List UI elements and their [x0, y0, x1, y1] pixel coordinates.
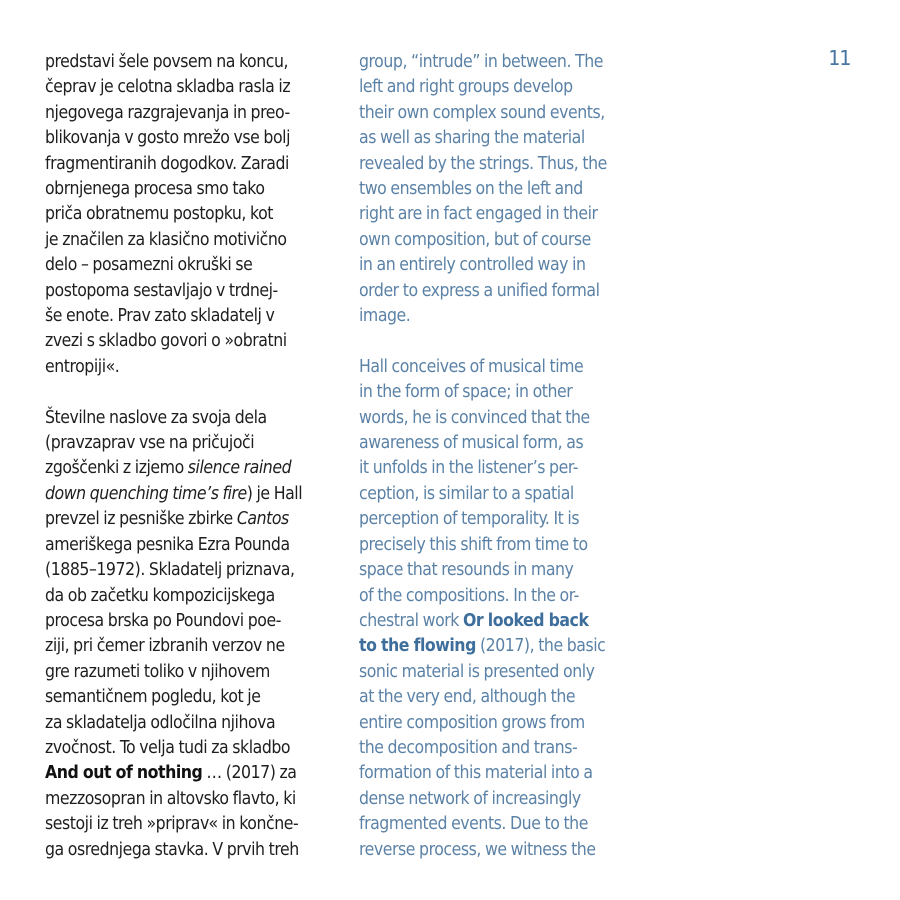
text-line: right are in fact engaged in their [359, 204, 598, 225]
text-line: in the form of space; in other [359, 382, 573, 403]
text-line: zvočnost. To velja tudi za skladbo [45, 737, 291, 758]
text-line: ga osrednjega stavka. V prvih treh [45, 839, 299, 860]
text-line: (pravzaprav vse na pričujoči [45, 433, 255, 454]
text-line: formation of this material into a [359, 763, 593, 784]
text-run: … (2017) za [202, 763, 297, 784]
text-line: as well as sharing the material [359, 128, 585, 149]
text-run: (2017), the basic [475, 636, 606, 657]
text-run: zgoščenki z izjemo [45, 458, 188, 479]
page-number: 11 [828, 46, 851, 70]
text-line: reverse process, we witness the [359, 839, 596, 860]
text-line [45, 507, 340, 532]
text-line: in an entirely controlled way in [359, 255, 586, 276]
text-line: at the very end, although the [359, 687, 576, 708]
italic-title: down quenching time’s fire [45, 483, 247, 504]
text-line: fragmented events. Due to the [359, 814, 588, 835]
text-line: blikovanja v gosto mrežo vse bolj [45, 128, 291, 149]
text-line: delo – posamezni okruški se [45, 255, 253, 276]
english-text-column [359, 50, 659, 863]
text-line: revealed by the strings. Thus, the [359, 153, 607, 174]
bold-work-title: Or looked back [462, 610, 589, 631]
text-line: order to express a unified formal [359, 280, 600, 301]
text-line: precisely this shift from time to [359, 534, 588, 555]
text-line: mezzosopran in altovsko flavto, ki [45, 788, 296, 809]
text-line: perception of temporality. It is [359, 509, 580, 530]
text-line [359, 609, 659, 634]
text-line: gre razumeti toliko v njihovem [45, 661, 270, 682]
text-line: Številne naslove za svoja dela [45, 407, 267, 428]
text-line: dense network of increasingly [359, 788, 581, 809]
text-line: predstavi šele povsem na koncu, [45, 52, 289, 72]
text-line: ameriškega pesnika Ezra Pounda [45, 534, 290, 555]
right-paragraph-1 [359, 50, 659, 329]
text-line [45, 482, 340, 507]
text-line [359, 634, 659, 659]
left-paragraph-2 [45, 406, 340, 863]
text-line: Hall conceives of musical time [359, 356, 584, 377]
bold-work-title: And out of nothing [45, 763, 203, 784]
text-line: ception, is similar to a spatial [359, 483, 574, 504]
right-paragraph-2 [359, 355, 659, 863]
text-line: čeprav je celotna skladba rasla iz [45, 77, 291, 98]
paragraph-gap [45, 380, 340, 405]
text-line: njegovega razgrajevanja in preo- [45, 102, 290, 123]
text-line: postopoma sestavljajo v trdnej- [45, 280, 278, 301]
text-line: priča obratnemu postopku, kot [45, 204, 273, 225]
text-line [45, 761, 340, 786]
text-line: sonic material is presented only [359, 661, 595, 682]
text-line: za skladatelja odločilna njihova [45, 712, 276, 733]
text-run: ) je Hall [246, 483, 303, 504]
text-run: chestral work [359, 610, 463, 631]
text-line: left and right groups develop [359, 77, 573, 98]
text-line: awareness of musical form, as [359, 433, 584, 454]
text-line: words, he is convinced that the [359, 407, 590, 428]
text-line: their own complex sound events, [359, 102, 605, 123]
text-line: zvezi s skladbo govori o »obratni [45, 331, 287, 352]
italic-title: Cantos [236, 509, 289, 530]
slovenian-text-column [45, 50, 340, 863]
text-line: da ob začetku kompozicijskega [45, 585, 275, 606]
text-line: group, “intrude” in between. The [359, 52, 603, 72]
paragraph-gap [359, 329, 659, 354]
text-line: obrnjenega procesa smo tako [45, 179, 265, 200]
text-line [45, 456, 340, 481]
text-line: procesa brska po Poundovi poe- [45, 610, 281, 631]
text-line: it unfolds in the listener’s per- [359, 458, 578, 479]
text-run: prevzel iz pesniške zbirke [45, 509, 237, 530]
text-line: fragmentiranih dogodkov. Zaradi [45, 153, 289, 174]
text-line: ziji, pri čemer izbranih verzov ne [45, 636, 285, 657]
text-line: own composition, but of course [359, 229, 591, 250]
text-line: še enote. Prav zato skladatelj v [45, 306, 275, 327]
text-line: entropiji«. [45, 356, 120, 377]
text-line: image. [359, 306, 411, 327]
text-line: sestoji iz treh »priprav« in končne- [45, 814, 299, 835]
text-line: je značilen za klasično motivično [45, 229, 287, 250]
left-paragraph-1 [45, 50, 340, 380]
bold-work-title: to the flowing [359, 636, 476, 657]
text-line: two ensembles on the left and [359, 179, 583, 200]
text-line: the decomposition and trans- [359, 737, 578, 758]
text-line: of the compositions. In the or- [359, 585, 579, 606]
text-line: space that resounds in many [359, 560, 574, 581]
text-line: semantičnem pogledu, kot je [45, 687, 261, 708]
italic-title: silence rained [187, 458, 292, 479]
text-line: entire composition grows from [359, 712, 585, 733]
text-line: (1885–1972). Skladatelj priznava, [45, 560, 295, 581]
